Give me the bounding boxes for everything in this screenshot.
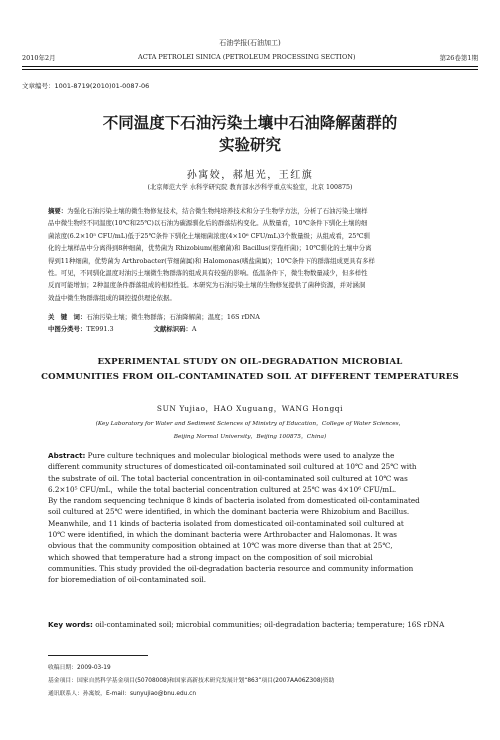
footnote-contact: 通讯联系人：孙寓姣，E-mail：sunyujiao@bnu.edu.cn	[48, 691, 197, 697]
english-keywords-text: oil-contaminated soil; microbial communities; oil-degradation bacteria; temperature; 16S rDNA	[92, 620, 445, 629]
english-keywords-label: Key words:	[48, 620, 93, 629]
volume-issue: 第26卷第1期	[439, 54, 478, 62]
chinese-abstract-line: 效益中微生物群落组成的调控提供理论依据。	[48, 293, 176, 302]
chinese-abstract-line: 性。可见，不同驯化温度对油污土壤微生物群落的组成具有较强的影响。低温条件下，微生物数量减少，但多样性	[48, 269, 368, 278]
chinese-keywords	[48, 312, 458, 321]
english-title	[0, 355, 500, 384]
chinese-abstract-line: 反而可能增加；2种温度条件群落组成的相似性低。本研究为石油污染土壤的生物修复提供了菌种资源，并对涵洞	[48, 281, 366, 290]
footnote-rule	[48, 655, 148, 656]
clc-label: 中图分类号：	[48, 325, 87, 333]
chinese-title-line-1: 不同温度下石油污染土壤中石油降解菌群的	[102, 114, 398, 132]
chinese-keywords-text: 石油污染土壤；微生物群落；石油降解菌；温度；16S rDNA	[86, 313, 260, 321]
chinese-affiliation: (北京师范大学 水科学研究院 教育部水沙科学重点实验室，北京 100875)	[147, 184, 353, 191]
chinese-title-line-2: 实验研究	[218, 136, 281, 154]
english-abstract-line: 10℃ were identified, in which the dominant bacteria were Arthrobacter and Halomonas. It was	[48, 530, 397, 540]
chinese-abstract-line: 摘要：为强化石油污染土壤的微生物修复技术，结合微生物纯培养技术和分子生物学方法，分析了石油污染土壤样	[48, 207, 368, 215]
english-abstract-line: By the random sequencing technique 8 kinds of bacteria isolated from domesticated oil-contaminated	[48, 496, 420, 506]
english-abstract-line: Abstract: Pure culture techniques and molecular biological methods were used to analyze the	[48, 451, 395, 460]
issue-date: 2010年2月	[22, 54, 56, 62]
english-abstract-line: which showed that temperature had a strong impact on the composition of soil microbial	[48, 552, 373, 562]
chinese-authors: 孙寓姣，郝旭光，王红旗	[186, 170, 314, 181]
chinese-abstract	[48, 205, 458, 304]
document-code: A	[191, 325, 197, 333]
running-head-row	[22, 53, 478, 65]
header-rule-thin	[22, 69, 478, 70]
english-abstract	[48, 450, 458, 586]
english-abstract-line: Meanwhile, and 11 kinds of bacteria isolated from domesticated oil-contaminated soil cultured at	[48, 518, 404, 528]
document-code-label: 文献标识码：	[153, 325, 192, 333]
english-abstract-line: 6.2×10⁵ CFU/mL，while the total bacterial concentration cultured at 25℃ was 4×10⁶ CFU/mL.	[48, 484, 397, 494]
journal-english-name: ACTA PETROLEI SINICA (PETROLEUM PROCESSING SECTION)	[138, 53, 356, 61]
classification-line	[48, 324, 458, 333]
running-head-journal: 石油学报(石油加工)	[219, 39, 281, 47]
english-abstract-line: different community structures of domesticated oil-contaminated soil cultured at 10℃ and 25℃ with	[48, 462, 417, 472]
footnote-funding: 基金项目：国家自然科学基金项目(50708008)和国家高新技术研究发展计划“863”项目(2007AA06Z308)资助	[48, 678, 335, 684]
english-abstract-line: soil cultured at 25℃ were identified, in which the dominant bacteria were Rhizobium and Bacillus.	[48, 507, 410, 517]
english-title-line-2: COMMUNITIES FROM OIL-CONTAMINATED SOIL AT DIFFERENT TEMPERATURES	[41, 371, 459, 382]
header-rule-thick	[22, 66, 478, 67]
english-abstract-label: Abstract:	[48, 451, 86, 460]
chinese-abstract-line: 菌浓度(6.2×10⁵ CFU/mL)低于25℃条件下驯化土壤细菌浓度(4×10⁶ CFU/mL)3个数量级；从组成看，25℃驯	[48, 231, 370, 240]
chinese-abstract-line: 得到11种细菌，优势菌为 Arthrobacter(节细菌属)和 Halomonas(嗜盐菌属)；10℃条件下的群落组成更具有多样	[48, 256, 375, 265]
clc-code: TE991.3	[86, 325, 114, 333]
chinese-abstract-line: 品中微生物经不同温度(10℃和25℃)以石油为碳源驯化后的群落结构变化。从数量看，10℃条件下驯化土壤的细	[48, 219, 368, 228]
chinese-abstract-line: 化的土壤样品中分离得到8种细菌，优势菌为 Rhizobium(根瘤菌)和 Bacillus(芽孢杆菌)；10℃驯化的土壤中分离	[48, 244, 372, 253]
english-title-line-1: EXPERIMENTAL STUDY ON OIL-DEGRADATION MICROBIAL	[97, 357, 403, 367]
english-authors: SUN Yujiao，HAO Xuguang，WANG Hongqi	[156, 404, 344, 413]
chinese-keywords-label: 关 键 词：	[48, 313, 87, 321]
footnote-received-date: 收稿日期：2009-03-19	[48, 665, 111, 671]
english-abstract-line: for bioremediation of oil-contaminated soil.	[48, 575, 207, 585]
article-number: 文章编号：1001-8719(2010)01-0087-06	[22, 82, 150, 90]
english-affiliation-line-1: (Key Laboratory for Water and Sediment Sciences of Ministry of Education，College of Water Sciences，	[95, 421, 405, 427]
english-abstract-line: the substrate of oil. The total bacterial concentration in oil-contaminated soil cultured at 10℃ was	[48, 473, 408, 483]
english-abstract-line: communities. This study provided the oil-degradation bacteria resource and community information	[48, 563, 414, 573]
english-abstract-line: obvious that the community composition obtained at 10℃ was more diverse than that at 25℃,	[48, 541, 393, 551]
chinese-title	[0, 112, 500, 156]
english-affiliation-line-2: Beijing Normal University，Beijing 100875，China)	[173, 434, 327, 440]
chinese-abstract-label: 摘要：	[48, 207, 68, 215]
english-keywords	[48, 620, 458, 629]
